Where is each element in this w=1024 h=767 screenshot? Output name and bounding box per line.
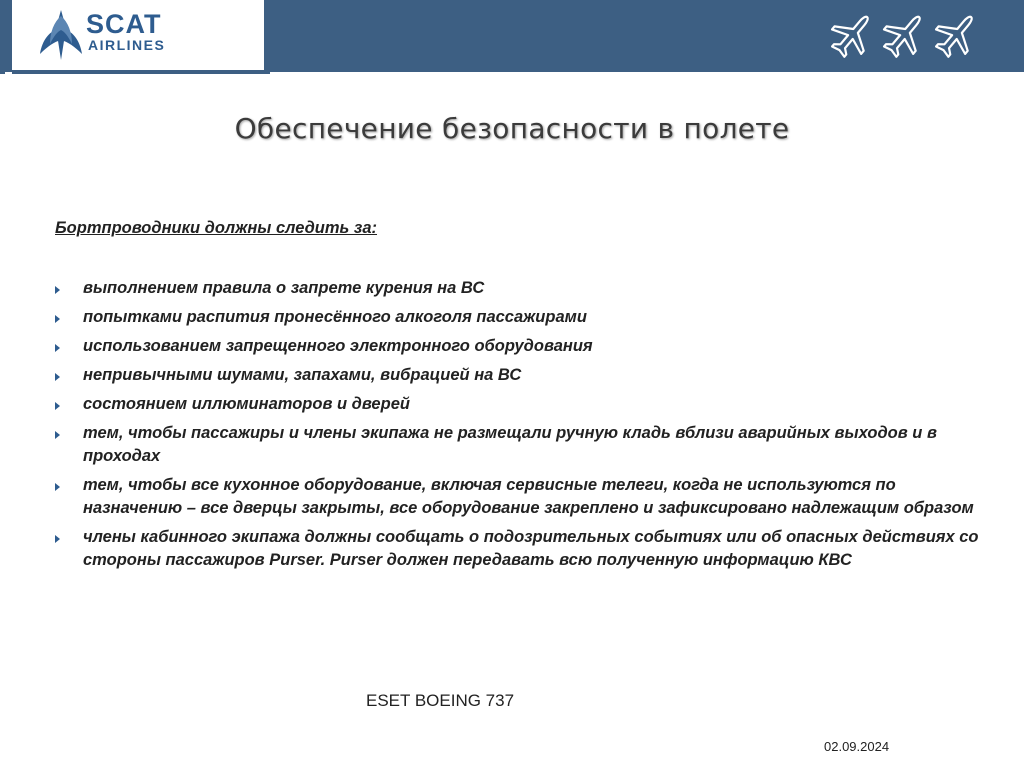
list-item-text: использованием запрещенного электронного оборудования (83, 337, 593, 355)
list-item-text: тем, чтобы все кухонное оборудование, включая сервисные телеги, когда не используются по назначению – все дверцы закрыты, все оборудование закреплено и зафиксировано надлежащим образом (83, 476, 974, 517)
corner-mark (0, 66, 5, 74)
intro-heading: Бортпроводники должны следить за: (55, 219, 378, 237)
list-item-text: выполнением правила о запрете курения на ВС (83, 279, 485, 297)
airplane-icon (934, 8, 980, 60)
list-item-text: попытками распития пронесённого алкоголя пассажирами (83, 308, 587, 326)
list-item (55, 364, 995, 387)
bullet-arrow-icon (55, 373, 60, 381)
airplane-decoration (830, 8, 980, 60)
bullet-arrow-icon (55, 315, 60, 323)
list-item (55, 335, 995, 358)
logo (12, 0, 264, 70)
list-item-text: состоянием иллюминаторов и дверей (83, 395, 410, 413)
bullet-list (55, 277, 995, 578)
list-item-text: члены кабинного экипажа должны сообщать о подозрительных событиях или об опасных действиях со стороны пассажиров Purser. Purser должен передавать всю полученную информацию КВС (83, 528, 979, 569)
slide-title: Обеспечение безопасности в полете (234, 112, 790, 145)
footer-label: ESET BOEING 737 (366, 691, 515, 710)
list-item (55, 277, 995, 300)
bullet-arrow-icon (55, 535, 60, 543)
list-item-text: тем, чтобы пассажиры и члены экипажа не размещали ручную кладь вблизи аварийных выходов и в проходах (83, 424, 937, 465)
list-item (55, 306, 995, 329)
bullet-arrow-icon (55, 483, 60, 491)
bullet-arrow-icon (55, 402, 60, 410)
logo-underline (12, 70, 270, 74)
airplane-icon (882, 8, 928, 60)
list-item (55, 422, 995, 468)
list-item (55, 526, 995, 572)
bullet-arrow-icon (55, 431, 60, 439)
list-item (55, 474, 995, 520)
logo-secondary-text: AIRLINES (88, 37, 166, 53)
slide-date: 02.09.2024 (824, 739, 890, 754)
logo-emblem-icon (36, 8, 86, 62)
bullet-arrow-icon (55, 344, 60, 352)
list-item-text: непривычными шумами, запахами, вибрацией на ВС (83, 366, 522, 384)
bullet-arrow-icon (55, 286, 60, 294)
logo-primary-text: SCAT (86, 9, 162, 39)
list-item (55, 393, 995, 416)
airplane-icon (830, 8, 876, 60)
